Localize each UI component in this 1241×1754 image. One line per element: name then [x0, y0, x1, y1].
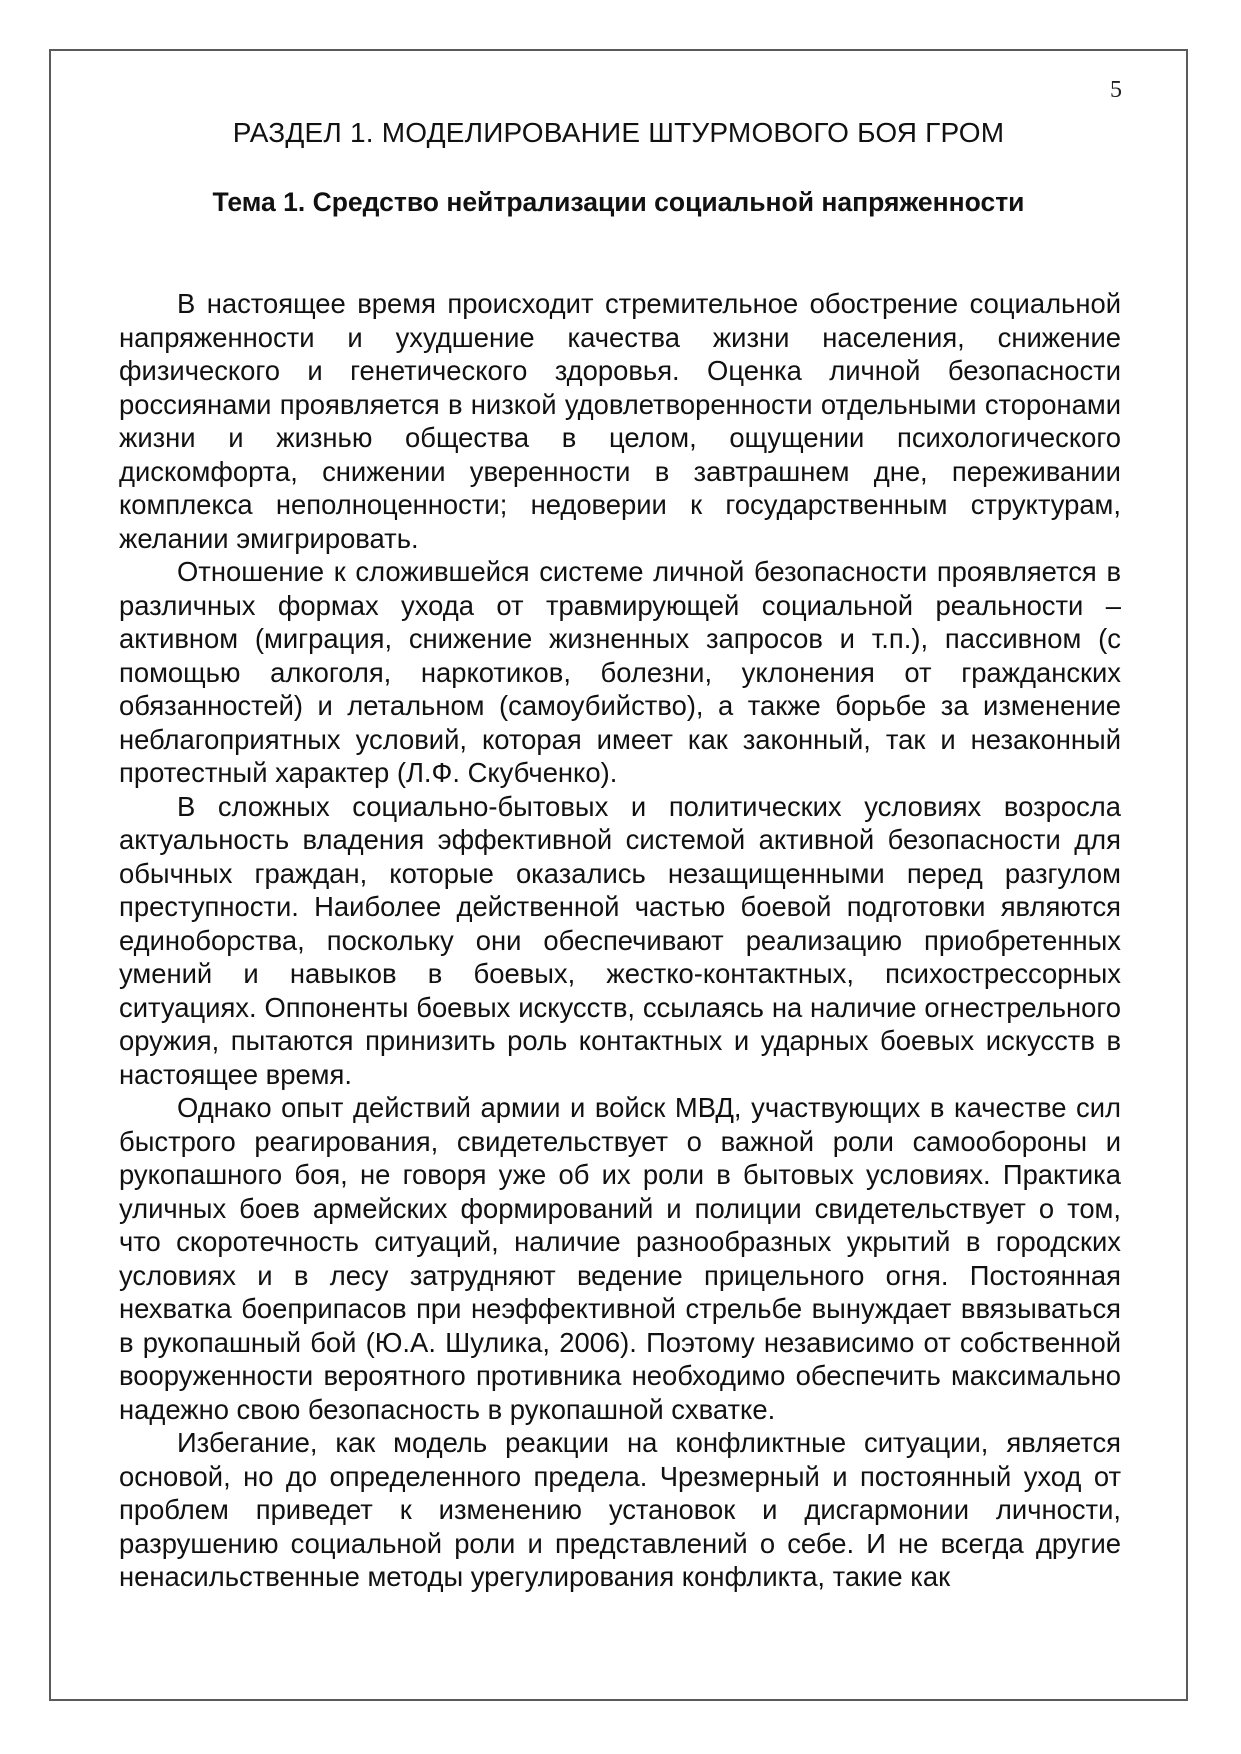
- page-frame: [49, 49, 1188, 1701]
- body-text: [119, 287, 1121, 1594]
- topic-title: Тема 1. Средство нейтрализации социальной напряженности: [212, 187, 1025, 217]
- paragraph: Однако опыт действий армии и войск МВД, участвующих в качестве сил быстрого реагирования, свидетельствует о важной роли самообороны и рукопашного боя, не говоря уже об их роли в бытовых условиях. Практика уличных боев армейских формирований и полиции свидетельствует о том, что скоротечность ситуаций, наличие разнообразных укрытий в городских условиях и в лесу затрудняют ведение прицельного огня. Постоянная нехватка боеприпасов при неэффективной стрельбе вынуждает ввязываться в рукопашный бой (Ю.А. Шулика, 2006). Поэтому независимо от собственной вооруженности вероятного противника необходимо обеспечить максимально надежно свою безопасность в рукопашной схватке.: [119, 1092, 1121, 1425]
- section-heading: РАЗДЕЛ 1. МОДЕЛИРОВАНИЕ ШТУРМОВОГО БОЯ ГРОМ: [232, 117, 1005, 148]
- page-number: 5: [1110, 77, 1122, 103]
- paragraph: В настоящее время происходит стремительное обострение социальной напряженности и ухудшение качества жизни населения, снижение физического и генетического здоровья. Оценка личной безопасности россиянами проявляется в низкой удовлетворенности отдельными сторонами жизни и жизнью общества в целом, ощущении психологического дискомфорта, снижении уверенности в завтрашнем дне, переживании комплекса неполноценности; недоверии к государственным структурам, желании эмигрировать.: [119, 288, 1121, 554]
- paragraph: Отношение к сложившейся системе личной безопасности проявляется в различных формах ухода от травмирующей социальной реальности – активном (миграция, снижение жизненных запросов и т.п.), пассивном (с помощью алкоголя, наркотиков, болезни, уклонения от гражданских обязанностей) и летальном (самоубийство), а также борьбе за изменение неблагоприятных условий, которая имеет как законный, так и незаконный протестный характер (Л.Ф. Скубченко).: [119, 556, 1121, 788]
- paragraph: В сложных социально-бытовых и политических условиях возросла актуальность владения эффективной системой активной безопасности для обычных граждан, которые оказались незащищенными перед разгулом преступности. Наиболее действенной частью боевой подготовки являются единоборства, поскольку они обеспечивают реализацию приобретенных умений и навыков в боевых, жестко-контактных, психострессорных ситуациях. Оппоненты боевых искусств, ссылаясь на наличие огнестрельного оружия, пытаются принизить роль контактных и ударных боевых искусств в настоящее время.: [119, 790, 1121, 1090]
- paragraph: Избегание, как модель реакции на конфликтные ситуации, является основой, но до определенного предела. Чрезмерный и постоянный уход от проблем приведет к изменению установок и дисгармонии личности, разрушению социальной роли и представлений о себе. И не всегда другие ненасильственные методы урегулирования конфликта, такие как: [119, 1427, 1121, 1592]
